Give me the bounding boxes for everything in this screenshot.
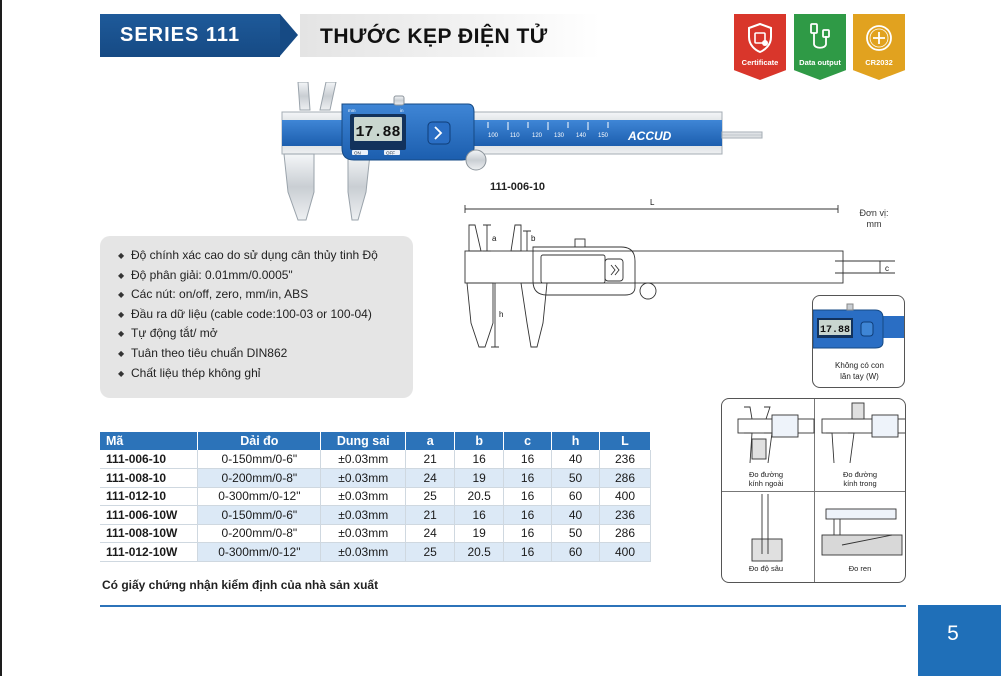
table-cell: 40 — [552, 506, 600, 525]
feature-item — [116, 324, 413, 344]
table-cell: 286 — [599, 469, 650, 488]
table-cell: 0-150mm/0-6" — [198, 450, 321, 469]
spec-table — [100, 432, 651, 562]
table-cell: 286 — [599, 524, 650, 543]
bullet-icon: ◆ — [118, 329, 125, 339]
btn-on-label: ON — [354, 150, 361, 156]
data-output-label: Data output — [799, 58, 841, 67]
table-cell: ±0.03mm — [321, 487, 406, 506]
no-roller-caption-line1: Không có con — [835, 361, 884, 370]
table-cell: 111-006-10 — [100, 450, 198, 469]
feature-text: Chất liệu thép không ghỉ — [131, 365, 261, 380]
certification-note: Có giấy chứng nhận kiểm định của nhà sản xuất — [102, 578, 379, 592]
no-roller-caption — [813, 360, 905, 382]
table-cell: 60 — [552, 543, 600, 562]
inner-caption-line2: kính trong — [843, 479, 877, 488]
feature-list — [100, 236, 413, 398]
table-cell: 60 — [552, 487, 600, 506]
svg-text:150: 150 — [598, 133, 609, 139]
bullet-icon: ◆ — [118, 368, 125, 378]
depth-measure-caption: Đo độ sâu — [748, 564, 784, 573]
table-cell: ±0.03mm — [321, 469, 406, 488]
certificate-label: Certificate — [741, 58, 779, 67]
table-cell: 16 — [504, 487, 552, 506]
col-b: b — [455, 432, 504, 450]
outer-measure-caption — [726, 470, 806, 488]
feature-item — [116, 285, 413, 305]
table-cell: ±0.03mm — [321, 450, 406, 469]
feature-text: Độ chính xác cao do sử dụng cân thủy tinh Độ — [131, 248, 378, 262]
feature-text: Tuân theo tiêu chuẩn DIN862 — [131, 345, 288, 360]
model-caption: 111-006-10 — [490, 181, 546, 193]
col-c: c — [504, 432, 552, 450]
table-cell: 40 — [552, 450, 600, 469]
table-cell: 21 — [406, 506, 455, 525]
outer-caption-line1: Đo đường — [748, 470, 784, 479]
table-row — [100, 450, 651, 469]
table-cell: 25 — [406, 487, 455, 506]
table-cell: 236 — [599, 506, 650, 525]
certificate-badge — [734, 14, 786, 80]
series-label: SERIES 111 — [120, 24, 241, 46]
table-header-row — [100, 432, 651, 450]
svg-text:130: 130 — [554, 133, 565, 139]
table-cell: 21 — [406, 450, 455, 469]
table-cell: 0-300mm/0-12" — [198, 543, 321, 562]
feature-text: Đầu ra dữ liệu (cable code:100-03 or 100-04) — [131, 306, 372, 321]
table-cell: 24 — [406, 524, 455, 543]
table-cell: ±0.03mm — [321, 506, 406, 525]
outer-caption-line2: kính ngoài — [748, 479, 784, 488]
table-cell: 16 — [455, 450, 504, 469]
table-row — [100, 469, 651, 488]
table-cell: 16 — [455, 506, 504, 525]
table-cell: 236 — [599, 450, 650, 469]
inner-caption-line1: Đo đường — [842, 470, 878, 479]
table-cell: 400 — [599, 543, 650, 562]
btn-off-label: OFF — [386, 150, 395, 156]
table-cell: 16 — [504, 506, 552, 525]
footer-rule — [100, 605, 906, 607]
unit-mm-label: mm — [348, 108, 356, 113]
step-measure-caption: Đo ren — [848, 564, 872, 573]
page-title: THƯỚC KẸP ĐIỆN TỬ — [320, 25, 548, 48]
table-cell: 20.5 — [455, 543, 504, 562]
feature-text: Các nút: on/off, zero, mm/in, ABS — [131, 287, 309, 302]
col-a: a — [406, 432, 455, 450]
no-roller-inset — [812, 295, 905, 388]
battery-label: CR2032 — [865, 58, 893, 67]
table-cell: ±0.03mm — [321, 524, 406, 543]
table-cell: 24 — [406, 469, 455, 488]
bullet-icon: ◆ — [118, 290, 125, 300]
table-cell: 400 — [599, 487, 650, 506]
display-closeup-image — [813, 296, 905, 360]
measurement-modes-panel — [721, 398, 906, 583]
bullet-icon: ◆ — [118, 309, 125, 319]
usb-cable-icon — [806, 22, 834, 54]
data-output-badge — [794, 14, 846, 80]
table-row — [100, 487, 651, 506]
page-number: 5 — [947, 622, 959, 645]
col-L: L — [599, 432, 650, 450]
col-tolerance: Dung sai — [321, 432, 406, 450]
svg-text:110: 110 — [510, 133, 520, 139]
table-cell: 111-012-10W — [100, 543, 198, 562]
no-roller-caption-line2: lăn tay (W) — [840, 372, 879, 381]
table-cell: 19 — [455, 469, 504, 488]
table-cell: 0-200mm/0-8" — [198, 469, 321, 488]
inner-measure-caption — [820, 470, 900, 488]
series-tag — [100, 14, 298, 57]
table-cell: 111-008-10 — [100, 469, 198, 488]
battery-badge — [853, 14, 905, 80]
feature-item — [116, 305, 413, 325]
dim-L-label: L — [650, 198, 655, 207]
feature-item — [116, 344, 413, 364]
bullet-icon: ◆ — [118, 251, 125, 260]
table-cell: 16 — [504, 543, 552, 562]
unit-note-line2: mm — [866, 219, 882, 229]
feature-item — [116, 364, 413, 384]
feature-text: Tự động tắt/ mở — [131, 326, 218, 341]
dim-b-label: b — [531, 234, 536, 243]
feature-text: Độ phân giải: 0.01mm/0.0005" — [131, 267, 293, 282]
table-cell: 50 — [552, 469, 600, 488]
table-cell: 16 — [504, 469, 552, 488]
table-cell: 111-006-10W — [100, 506, 198, 525]
certificate-icon — [746, 22, 774, 54]
measurement-modes-diagram — [722, 399, 906, 583]
unit-note-line1: Đơn vị: — [859, 208, 889, 218]
table-row — [100, 543, 651, 562]
table-cell: 0-300mm/0-12" — [198, 487, 321, 506]
table-cell: 111-012-10 — [100, 487, 198, 506]
inset-lcd-reading: 17.88 — [819, 325, 851, 336]
bullet-icon: ◆ — [118, 270, 125, 280]
table-cell: 0-150mm/0-6" — [198, 506, 321, 525]
table-cell: 111-008-10W — [100, 524, 198, 543]
page-left-border — [0, 0, 2, 676]
unit-note — [850, 208, 898, 230]
dim-c-label: c — [885, 264, 889, 273]
brand-logo: ACCUD — [628, 129, 672, 143]
table-cell: 0-200mm/0-8" — [198, 524, 321, 543]
lcd-reading: 17.88 — [355, 124, 401, 141]
table-row — [100, 524, 651, 543]
col-code: Mã — [100, 432, 198, 450]
svg-text:140: 140 — [576, 133, 587, 139]
table-cell: ±0.03mm — [321, 543, 406, 562]
dim-a-label: a — [492, 234, 497, 243]
battery-coin-icon — [865, 22, 893, 54]
table-cell: 19 — [455, 524, 504, 543]
table-cell: 20.5 — [455, 487, 504, 506]
svg-text:100: 100 — [488, 133, 499, 139]
svg-text:120: 120 — [532, 133, 543, 139]
feature-item — [116, 266, 413, 286]
table-cell: 50 — [552, 524, 600, 543]
table-cell: 16 — [504, 524, 552, 543]
table-cell: 16 — [504, 450, 552, 469]
feature-item — [116, 246, 413, 266]
unit-in-label: in — [400, 108, 404, 113]
col-h: h — [552, 432, 600, 450]
dim-h-label: h — [499, 310, 504, 319]
bullet-icon: ◆ — [118, 348, 125, 358]
table-row — [100, 506, 651, 525]
col-range: Dải đo — [198, 432, 321, 450]
table-cell: 25 — [406, 543, 455, 562]
